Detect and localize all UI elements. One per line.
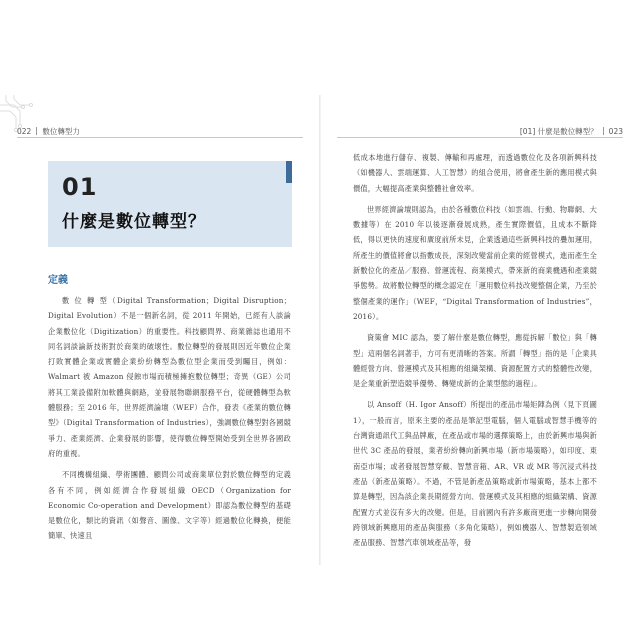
header-divider — [603, 127, 604, 135]
header-divider — [36, 127, 37, 135]
running-chapter-title: 什麼是數位轉型？ — [537, 127, 598, 136]
chapter-title: 什麼是數位轉型？ — [62, 212, 206, 232]
body-paragraph: 資策會 MIC 認為，要了解什麼是數位轉型，應從拆解「數位」與「轉型」這兩個名詞著手，方可有更清晰的答案。所謂「轉型」指的是「企業具體經營方向、營運模式及其相應的組織架構、資源配置方式的整體性改變，是企業重新塑造競爭優勢、轉變成新的企業型態的過程」。 — [353, 333, 597, 389]
left-page-header — [17, 126, 80, 137]
book-title: 數位轉型力 — [42, 127, 80, 136]
body-paragraph: 低成本地進行儲存、複製、傳輸和再處理，而透過數位化及各項新興科技（如機器人、雲端運算、人工智慧）的組合使用，將會產生新的應用模式與價值，大幅提高產業與整體社會效率。 — [353, 153, 597, 193]
body-paragraph: 數 位 轉 型（Digital Transformation；Digital Disruption；Digital Evolution）不是一個新名詞，從 2011 年開始，已經有人談論企業數位化（Digitization）的重要性。科技顧問界、商業雜誌也通用不同名詞談論新技術對於商業的破壞性。數位轉型的發展則因近年數位企業打敗實體企業或實體企業紛紛轉型為數位型企業而受到矚目，例如：Walmart 被 Amazon 侵蝕市場而積極擁抱數位轉型；奇異（GE）公司將其工業設備附加軟體與網路，並發展物聯網服務平台，從硬體轉型為軟體服務；至 2016 年，世界經濟論壇（WEF）合作，發表《產業的數位轉型》（Digital Transformation of Industries），強調數位轉型對各國競爭力、產業經濟、企業發展的影響，使得數位轉型開始受到全世界各國政府的重視。 — [48, 296, 291, 458]
right-chapter-tag: [01] — [519, 127, 536, 136]
left-body-text — [48, 293, 291, 544]
body-paragraph: 世界經濟論壇則認為，由於各種數位科技（如雲端、行動、物聯網、大數據等）在 2010 年以後逐漸發展成熟，產生實際價值，且成本不斷降低，得以更快的速度和廣度前所未見，企業透過這些新興科技的疊加運用，所產生的價值將會以指數成長，深刻改變當前企業的經營模式，進而產生全新數位化的產品／服務、營運流程、商業模式，帶來新的商業機遇和產業競爭態勢。故將數位轉型的概念認定在「運用數位科技改變整個企業，乃至於整個產業的運作」（WEF，“Digital Transformation of Industries”，2016）。 — [353, 204, 597, 321]
body-paragraph: 不同機構組織、學術團體、顧問公司或商業單位對於數位轉型的定義各有不同，例如經濟合作發展組織 OECD（Organization for Economic Co-operation and Development）即認為數位轉型的基礎是數位化，類比的資訊（如聲音、圖像、文字等）經過數位化轉換，便能簡單、快速且 — [48, 470, 291, 541]
right-header-rule — [337, 137, 623, 138]
section-heading: 定義 — [48, 275, 68, 286]
right-body-text — [353, 150, 597, 550]
book-gutter — [319, 95, 321, 565]
right-page-number: 023 — [608, 127, 623, 136]
chapter-number: 01 — [62, 173, 98, 201]
body-paragraph: 以 Ansoff（H. Igor Ansoff）所提出的產品市場矩陣為例（見下頁圖1），一般而言，原來主要的產品是筆記型電腦，個人電腦或智慧手機等的台灣資通訊代工與品牌廠，在產品或市場的選擇策略上，由於新興市場與新世代 3C 產品的發展，業者紛紛轉向新興市場（新市場策略），如印度、東南亞市場；或者發展智慧穿戴、智慧音箱、AR、VR 或 MR 等沉浸式科技產品（新產品策略）。不過，不管是新產品策略或新市場策略，基本上都不算是轉型，因為該企業長期經營方向、營運模式及其相應的組織架構、資源配置方式並沒有多大的改變。但是，目前國內有許多廠商更進一步轉向開發跨領域新興應用的產品與服務（多角化策略），例如機器人、智慧製造領域產品服務、智慧汽車領域產品等，發 — [353, 400, 597, 548]
right-page-header — [520, 126, 623, 137]
left-page-number: 022 — [17, 127, 32, 136]
chapter-tab-accent — [286, 161, 292, 183]
left-header-rule — [17, 137, 303, 138]
chapter-heading-box — [48, 161, 292, 247]
